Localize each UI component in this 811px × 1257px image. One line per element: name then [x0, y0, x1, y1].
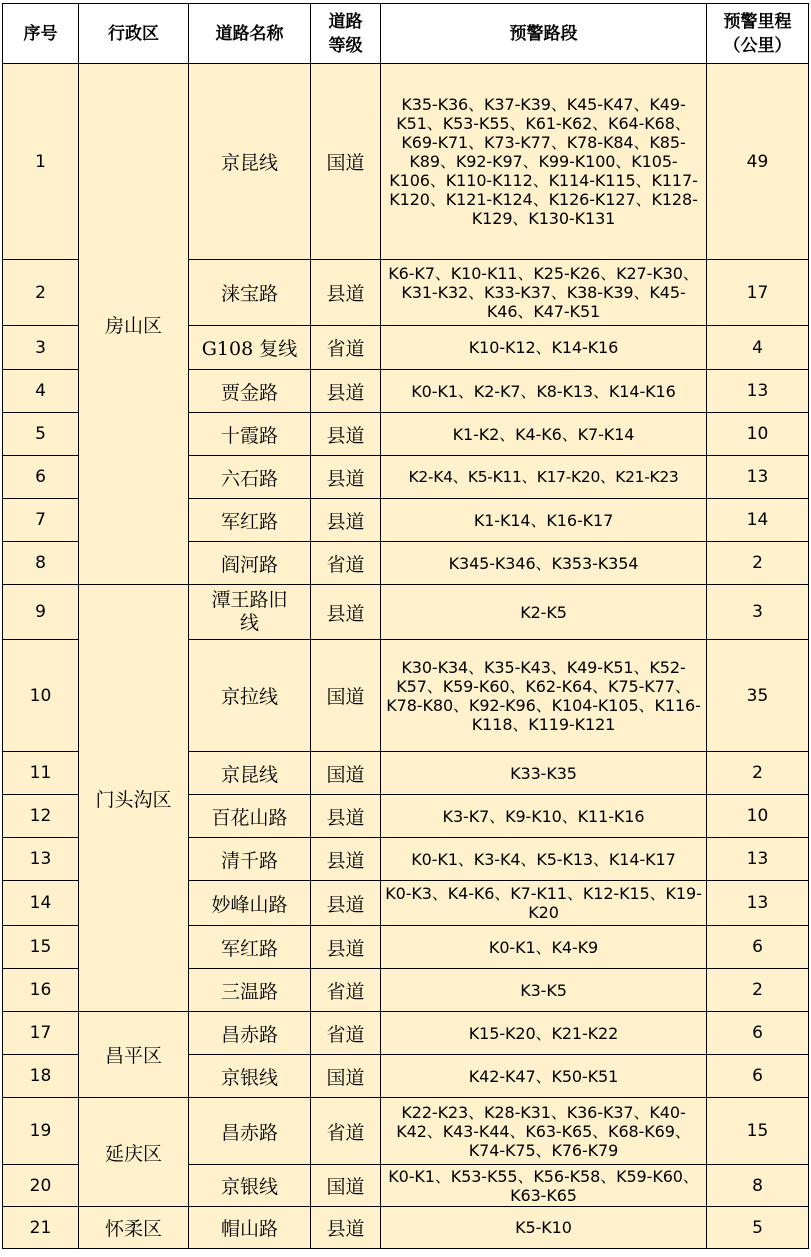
header-warning-segments: 预警路段 — [381, 4, 707, 64]
warning-mileage: 6 — [707, 1012, 809, 1055]
warning-mileage: 2 — [707, 542, 809, 585]
road-name: 清千路 — [189, 838, 311, 881]
warning-segments: K0-K1、K3-K4、K5-K13、K14-K17 — [381, 838, 707, 881]
warning-segments: K0-K1、K2-K7、K8-K13、K14-K16 — [381, 370, 707, 413]
warning-mileage: 4 — [707, 326, 809, 370]
road-name: 贾金路 — [189, 370, 311, 413]
warning-mileage: 13 — [707, 456, 809, 499]
warning-segments: K2-K5 — [381, 585, 707, 640]
warning-segments: K35-K36、K37-K39、K45-K47、K49-K51、K53-K55、K61-K62、K64-K68、K69-K71、K73-K77、K78-K84、K85-K89、K92-K97、K99-K100、K105-K106、K110-K112、K114-K115、K117-K120、K121-K124、K126-K127、K128-K129、K130-K131 — [381, 64, 707, 260]
warning-segments: K3-K7、K9-K10、K11-K16 — [381, 795, 707, 838]
road-grade: 国道 — [311, 640, 381, 752]
warning-segments: K3-K5 — [381, 969, 707, 1012]
warning-mileage: 13 — [707, 370, 809, 413]
warning-mileage: 15 — [707, 1098, 809, 1165]
row-index: 9 — [3, 585, 79, 640]
warning-segments: K6-K7、K10-K11、K25-K26、K27-K30、K31-K32、K33-K37、K38-K39、K45-K46、K47-K51 — [381, 260, 707, 326]
table-row — [3, 1098, 809, 1165]
road-name: G108 复线 — [189, 326, 311, 370]
road-grade: 县道 — [311, 881, 381, 926]
warning-mileage: 17 — [707, 260, 809, 326]
road-grade: 国道 — [311, 752, 381, 795]
row-index: 10 — [3, 640, 79, 752]
warning-segments: K0-K1、K4-K9 — [381, 926, 707, 969]
warning-mileage: 3 — [707, 585, 809, 640]
row-index: 3 — [3, 326, 79, 370]
row-index: 11 — [3, 752, 79, 795]
warning-road-table — [2, 3, 809, 1249]
road-grade: 国道 — [311, 64, 381, 260]
warning-mileage: 2 — [707, 752, 809, 795]
warning-segments: K33-K35 — [381, 752, 707, 795]
road-name: 昌赤路 — [189, 1012, 311, 1055]
road-grade: 县道 — [311, 370, 381, 413]
road-name: 军红路 — [189, 926, 311, 969]
road-grade: 省道 — [311, 1012, 381, 1055]
road-grade: 县道 — [311, 585, 381, 640]
warning-mileage: 14 — [707, 499, 809, 542]
district-cell: 房山区 — [79, 64, 189, 585]
road-grade: 县道 — [311, 499, 381, 542]
row-index: 16 — [3, 969, 79, 1012]
road-name: 百花山路 — [189, 795, 311, 838]
row-index: 14 — [3, 881, 79, 926]
road-grade: 县道 — [311, 1207, 381, 1249]
warning-segments: K0-K3、K4-K6、K7-K11、K12-K15、K19-K20 — [381, 881, 707, 926]
warning-mileage: 5 — [707, 1207, 809, 1249]
district-cell: 怀柔区 — [79, 1207, 189, 1249]
road-name: 军红路 — [189, 499, 311, 542]
row-index: 21 — [3, 1207, 79, 1249]
road-name: 潭王路旧线 — [189, 585, 311, 640]
warning-segments: K2-K4、K5-K11、K17-K20、K21-K23 — [381, 456, 707, 499]
header-district: 行政区 — [79, 4, 189, 64]
header-row — [3, 4, 809, 64]
header-index: 序号 — [3, 4, 79, 64]
road-grade: 省道 — [311, 542, 381, 585]
table-row — [3, 1207, 809, 1249]
row-index: 1 — [3, 64, 79, 260]
road-grade: 国道 — [311, 1055, 381, 1098]
warning-segments: K42-K47、K50-K51 — [381, 1055, 707, 1098]
road-name: 阎河路 — [189, 542, 311, 585]
warning-segments: K15-K20、K21-K22 — [381, 1012, 707, 1055]
warning-mileage: 6 — [707, 1055, 809, 1098]
road-name: 十霞路 — [189, 413, 311, 456]
road-name: 京拉线 — [189, 640, 311, 752]
row-index: 5 — [3, 413, 79, 456]
warning-mileage: 49 — [707, 64, 809, 260]
warning-mileage: 13 — [707, 881, 809, 926]
road-name: 三温路 — [189, 969, 311, 1012]
warning-segments: K345-K346、K353-K354 — [381, 542, 707, 585]
road-grade: 国道 — [311, 1165, 381, 1207]
row-index: 17 — [3, 1012, 79, 1055]
warning-segments: K30-K34、K35-K43、K49-K51、K52-K57、K59-K60、K62-K64、K75-K77、K78-K80、K92-K96、K104-K105、K116-K118、K119-K121 — [381, 640, 707, 752]
road-grade: 县道 — [311, 413, 381, 456]
row-index: 12 — [3, 795, 79, 838]
warning-segments: K1-K2、K4-K6、K7-K14 — [381, 413, 707, 456]
warning-segments: K1-K14、K16-K17 — [381, 499, 707, 542]
warning-segments: K0-K1、K53-K55、K56-K58、K59-K60、K63-K65 — [381, 1165, 707, 1207]
warning-mileage: 2 — [707, 969, 809, 1012]
row-index: 2 — [3, 260, 79, 326]
road-name: 京昆线 — [189, 752, 311, 795]
road-name: 妙峰山路 — [189, 881, 311, 926]
road-grade: 县道 — [311, 260, 381, 326]
road-grade: 县道 — [311, 838, 381, 881]
road-grade: 省道 — [311, 969, 381, 1012]
road-grade: 县道 — [311, 456, 381, 499]
district-cell: 昌平区 — [79, 1012, 189, 1098]
row-index: 6 — [3, 456, 79, 499]
road-name: 京银线 — [189, 1055, 311, 1098]
district-cell: 门头沟区 — [79, 585, 189, 1012]
road-grade: 县道 — [311, 795, 381, 838]
warning-mileage: 13 — [707, 838, 809, 881]
row-index: 7 — [3, 499, 79, 542]
header-warning-mileage: 预警里程（公里） — [707, 4, 809, 64]
warning-segments: K10-K12、K14-K16 — [381, 326, 707, 370]
header-road-name: 道路名称 — [189, 4, 311, 64]
road-name: 京昆线 — [189, 64, 311, 260]
warning-mileage: 10 — [707, 413, 809, 456]
row-index: 19 — [3, 1098, 79, 1165]
district-cell: 延庆区 — [79, 1098, 189, 1207]
row-index: 13 — [3, 838, 79, 881]
row-index: 15 — [3, 926, 79, 969]
row-index: 18 — [3, 1055, 79, 1098]
table-row — [3, 1012, 809, 1055]
warning-segments: K5-K10 — [381, 1207, 707, 1249]
road-name: 六石路 — [189, 456, 311, 499]
road-grade: 省道 — [311, 1098, 381, 1165]
warning-mileage: 10 — [707, 795, 809, 838]
road-name: 涞宝路 — [189, 260, 311, 326]
row-index: 4 — [3, 370, 79, 413]
warning-mileage: 6 — [707, 926, 809, 969]
road-name: 京银线 — [189, 1165, 311, 1207]
warning-mileage: 35 — [707, 640, 809, 752]
table-row — [3, 64, 809, 260]
road-name: 昌赤路 — [189, 1098, 311, 1165]
warning-mileage: 8 — [707, 1165, 809, 1207]
road-grade: 县道 — [311, 926, 381, 969]
table-row — [3, 585, 809, 640]
header-road-grade: 道路等级 — [311, 4, 381, 64]
warning-segments: K22-K23、K28-K31、K36-K37、K40-K42、K43-K44、K63-K65、K68-K69、K74-K75、K76-K79 — [381, 1098, 707, 1165]
row-index: 8 — [3, 542, 79, 585]
road-name: 帽山路 — [189, 1207, 311, 1249]
road-grade: 省道 — [311, 326, 381, 370]
row-index: 20 — [3, 1165, 79, 1207]
